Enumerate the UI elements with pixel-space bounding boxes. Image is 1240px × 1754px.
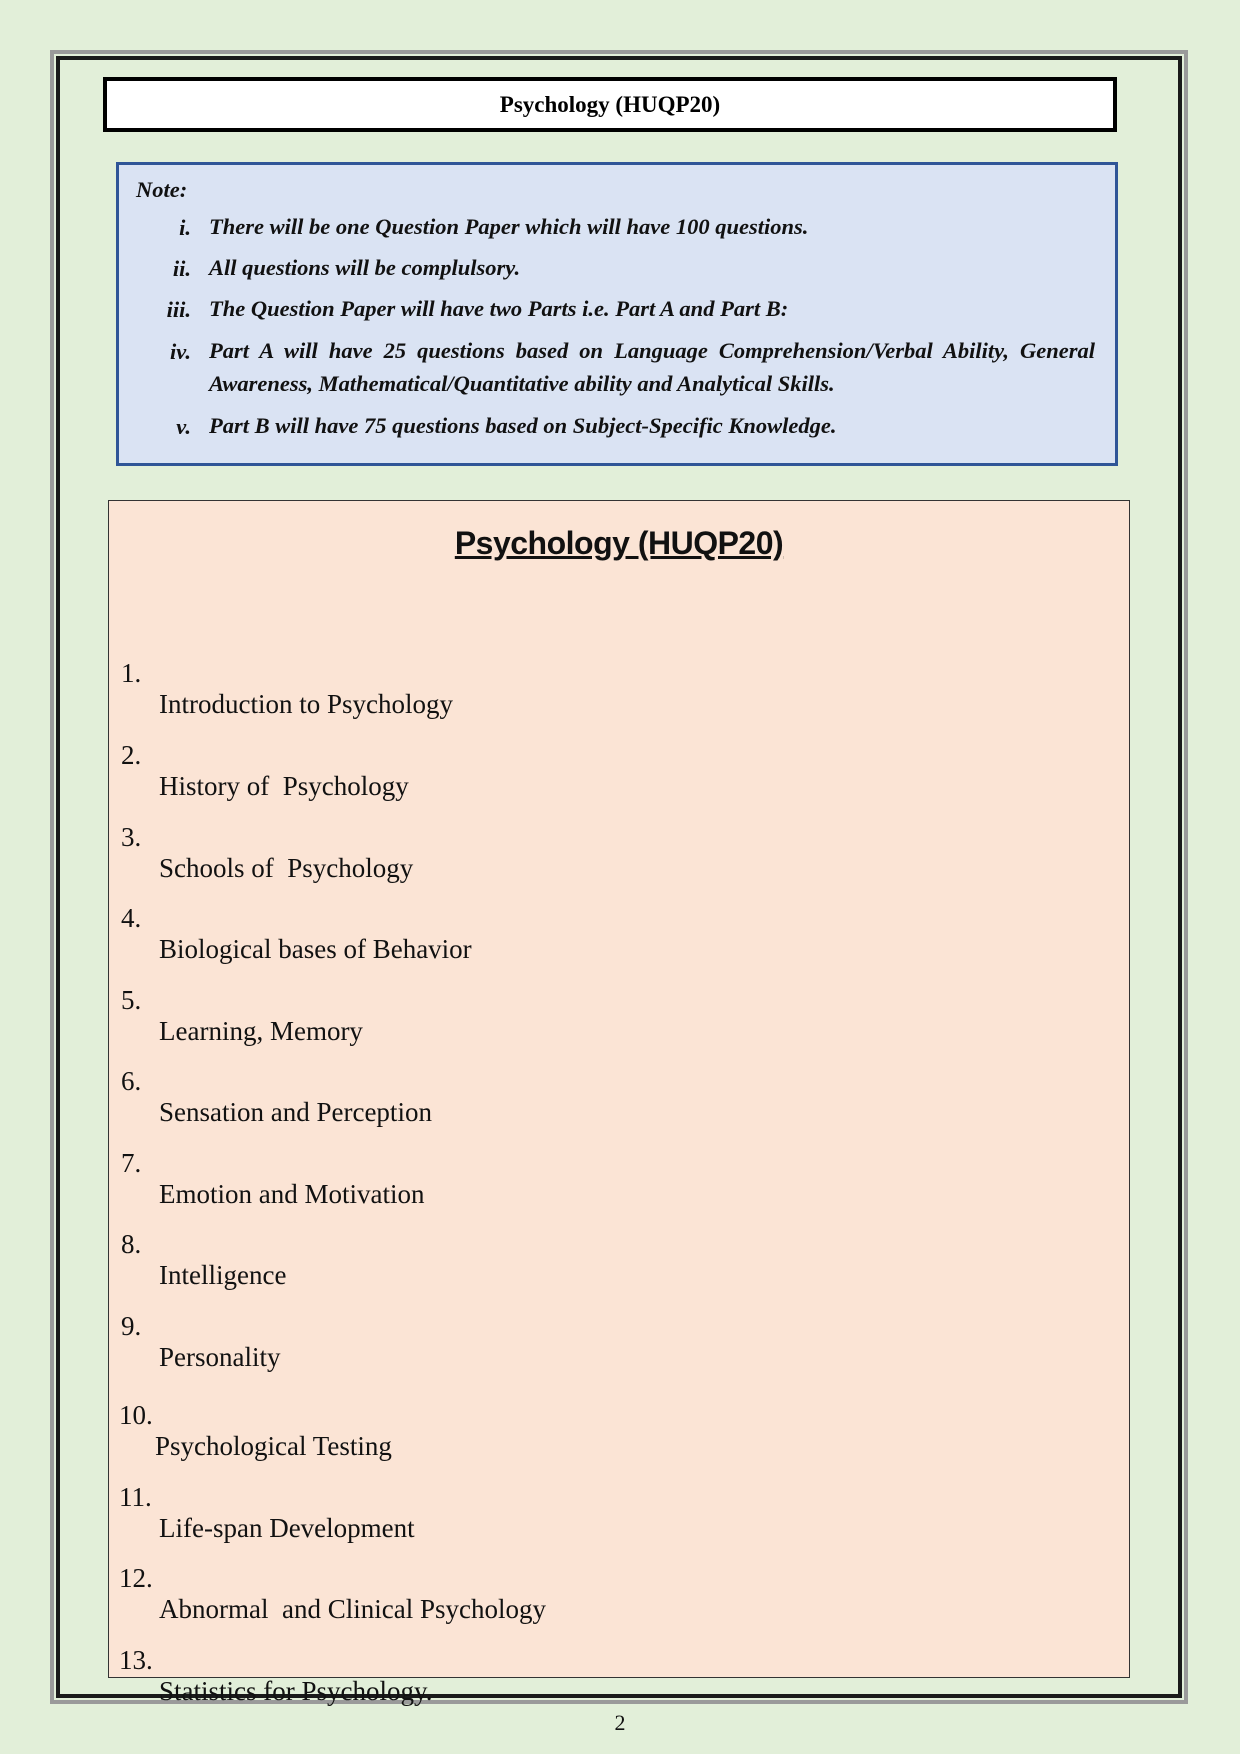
topic-text: Statistics for Psychology. bbox=[159, 1676, 433, 1706]
topic-text: Schools of Psychology bbox=[159, 853, 414, 883]
topic-number: 2. bbox=[121, 740, 142, 770]
note-item-number: v. bbox=[176, 414, 191, 439]
topic-number: 8. bbox=[121, 1229, 142, 1259]
topic-text: Intelligence bbox=[159, 1260, 287, 1290]
topic-text: Psychological Testing bbox=[155, 1431, 392, 1461]
topic-text: Sensation and Perception bbox=[159, 1097, 432, 1127]
topic-text: Personality bbox=[159, 1342, 281, 1372]
page-number: 2 bbox=[614, 1710, 626, 1735]
note-item-text: Part A will have 25 questions based on Language Comprehension/Verbal Ability, General Awareness, Mathematical/Quantitative ability and Analytical Skills. bbox=[209, 338, 1095, 396]
topic-number: 13. bbox=[119, 1645, 153, 1675]
topic-number: 6. bbox=[121, 1066, 142, 1096]
topic-number: 9. bbox=[121, 1311, 142, 1341]
topic-number: 12. bbox=[119, 1563, 153, 1593]
topic-text: Emotion and Motivation bbox=[159, 1179, 425, 1209]
topic-text: Abnormal and Clinical Psychology bbox=[159, 1594, 546, 1624]
note-item-number: i. bbox=[179, 215, 191, 240]
topic-text: Life-span Development bbox=[159, 1513, 415, 1543]
note-item-text: The Question Paper will have two Parts i.e. Part A and Part B: bbox=[209, 296, 789, 321]
note-item-number: iii. bbox=[166, 297, 191, 322]
topic-text: Biological bases of Behavior bbox=[159, 934, 472, 964]
syllabus-title: Psychology (HUQP20) bbox=[454, 525, 784, 561]
note-label: Note: bbox=[136, 177, 188, 202]
note-item-number: iv. bbox=[169, 339, 191, 364]
topic-number: 5. bbox=[121, 985, 142, 1015]
topic-number: 4. bbox=[121, 903, 142, 933]
note-box bbox=[116, 162, 1118, 466]
note-item-number: ii. bbox=[172, 256, 191, 281]
topic-number: 3. bbox=[121, 822, 142, 852]
topic-number: 10. bbox=[119, 1400, 153, 1430]
syllabus-box bbox=[108, 500, 1130, 1706]
note-item-text: Part B will have 75 questions based on Subject-Specific Knowledge. bbox=[209, 413, 837, 438]
header-title-box bbox=[103, 77, 1117, 132]
topic-number: 11. bbox=[119, 1482, 152, 1512]
note-item-text: All questions will be complulsory. bbox=[209, 255, 521, 280]
header-title: Psychology (HUQP20) bbox=[499, 91, 721, 117]
topic-number: 1. bbox=[121, 658, 142, 688]
note-item-text: There will be one Question Paper which will have 100 questions. bbox=[209, 214, 809, 239]
topic-text: History of Psychology bbox=[159, 771, 409, 801]
topic-text: Introduction to Psychology bbox=[159, 689, 453, 719]
topic-number: 7. bbox=[121, 1148, 142, 1178]
topic-text: Learning, Memory bbox=[159, 1016, 363, 1046]
